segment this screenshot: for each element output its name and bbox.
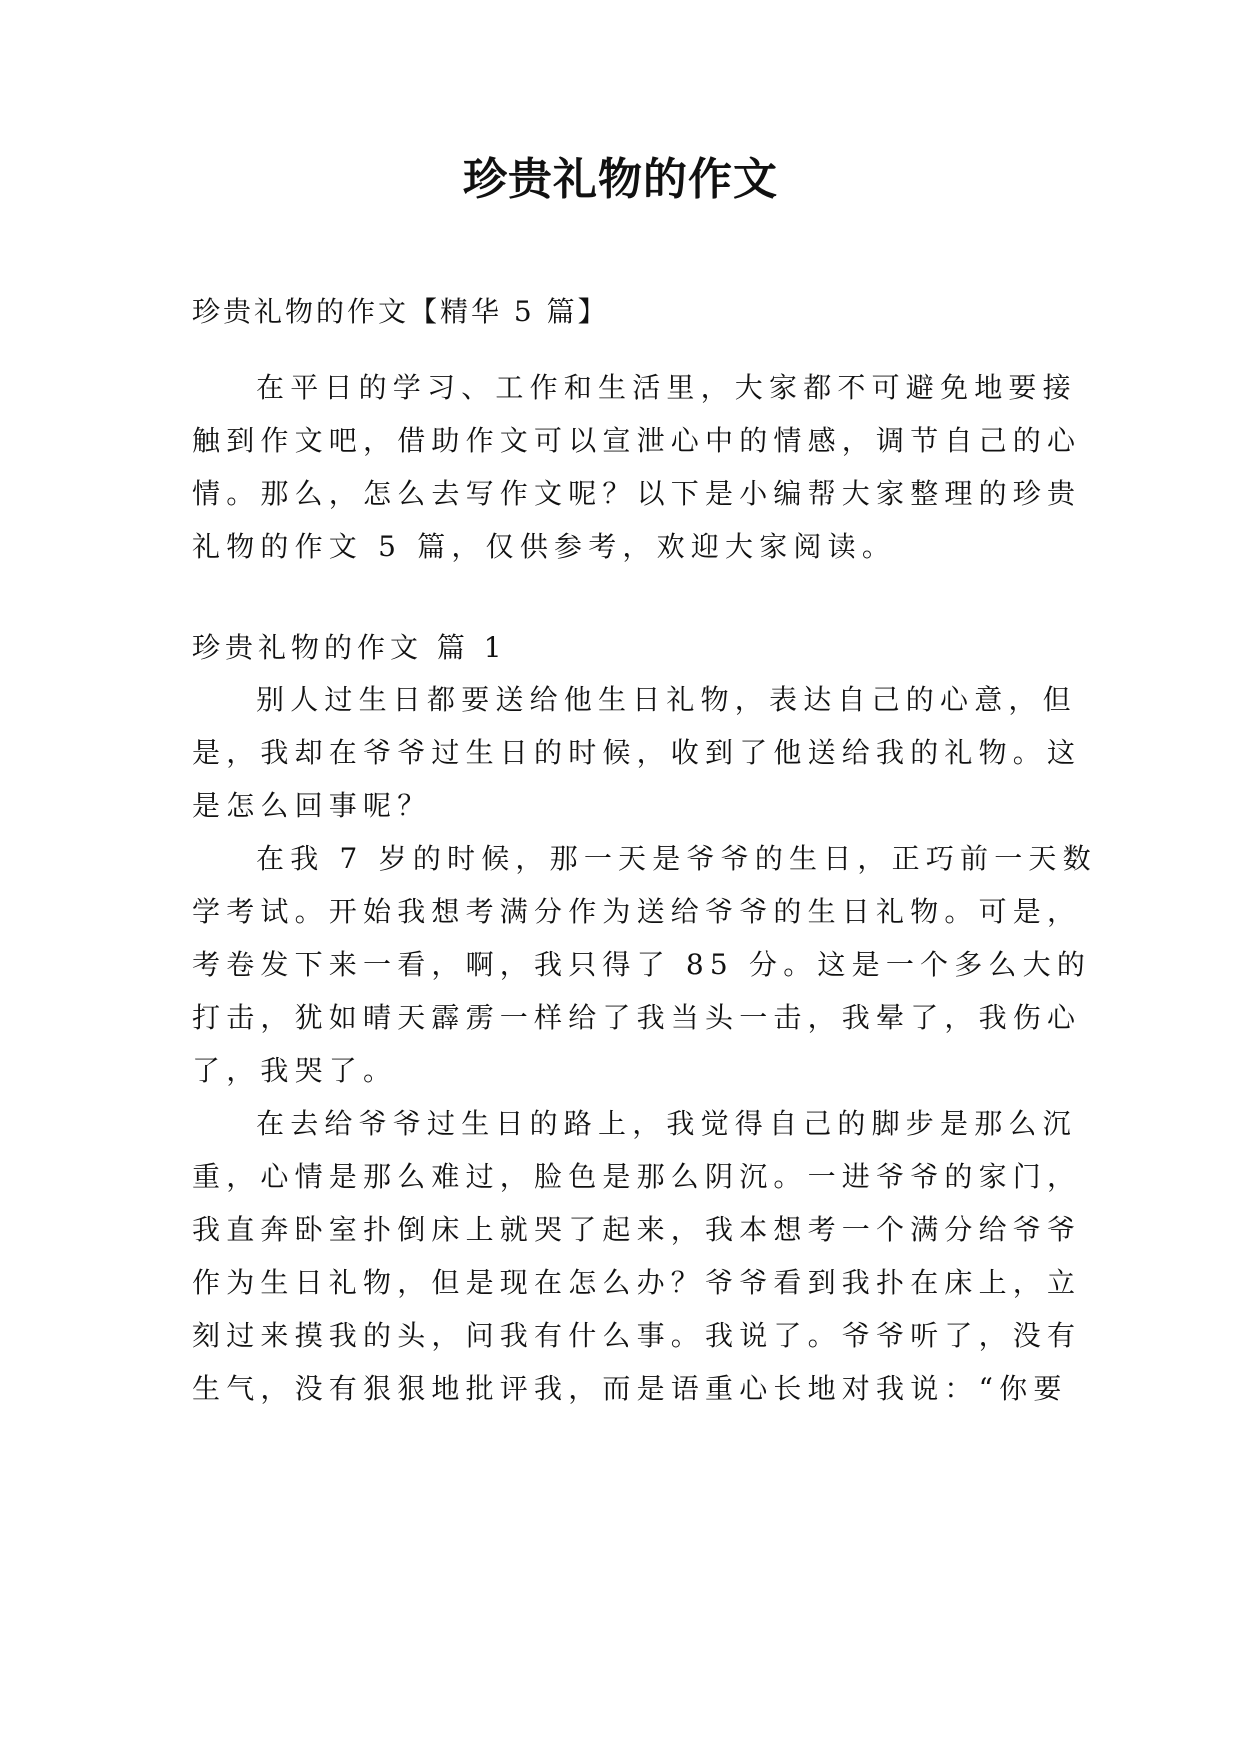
body-line: 重，心情是那么难过，脸色是那么阴沉。一进爷爷的家门， [192, 1160, 1082, 1193]
intro-line: 触到作文吧，借助作文可以宣泄心中的情感，调节自己的心 [192, 424, 1082, 457]
body-line: 是怎么回事呢？ [192, 789, 432, 822]
intro-line: 在平日的学习、工作和生活里，大家都不可避免地要接 [256, 371, 1077, 404]
body-line: 是，我却在爷爷过生日的时候，收到了他送给我的礼物。这 [192, 736, 1082, 769]
body-line: 学考试。开始我想考满分作为送给爷爷的生日礼物。可是， [192, 895, 1082, 928]
body-line: 在去给爷爷过生日的路上，我觉得自己的脚步是那么沉 [256, 1107, 1077, 1140]
body-line: 别人过生日都要送给他生日礼物，表达自己的心意，但 [256, 683, 1077, 716]
body-line: 生气，没有狠狠地批评我，而是语重心长地对我说：“你要 [192, 1372, 1068, 1405]
intro-line: 情。那么，怎么去写作文呢？以下是小编帮大家整理的珍贵 [192, 477, 1082, 510]
body-line: 在我 7 岁的时候，那一天是爷爷的生日，正巧前一天数 [256, 842, 1097, 875]
body-line: 打击，犹如晴天霹雳一样给了我当头一击，我晕了，我伤心 [192, 1001, 1082, 1034]
body-line: 作为生日礼物，但是现在怎么办？爷爷看到我扑在床上，立 [192, 1266, 1082, 1299]
body-line: 我直奔卧室扑倒床上就哭了起来，我本想考一个满分给爷爷 [192, 1213, 1082, 1246]
intro-line: 礼物的作文 5 篇，仅供参考，欢迎大家阅读。 [192, 530, 897, 563]
document-subtitle: 珍贵礼物的作文【精华 5 篇】 [192, 295, 609, 328]
body-line: 刻过来摸我的头，问我有什么事。我说了。爷爷听了，没有 [192, 1319, 1082, 1352]
document-title: 珍贵礼物的作文 [463, 154, 778, 205]
section-heading-1: 珍贵礼物的作文 篇 1 [192, 631, 507, 664]
body-line: 考卷发下来一看，啊，我只得了 85 分。这是一个多么大的 [192, 948, 1092, 981]
body-line: 了，我哭了。 [192, 1054, 398, 1087]
